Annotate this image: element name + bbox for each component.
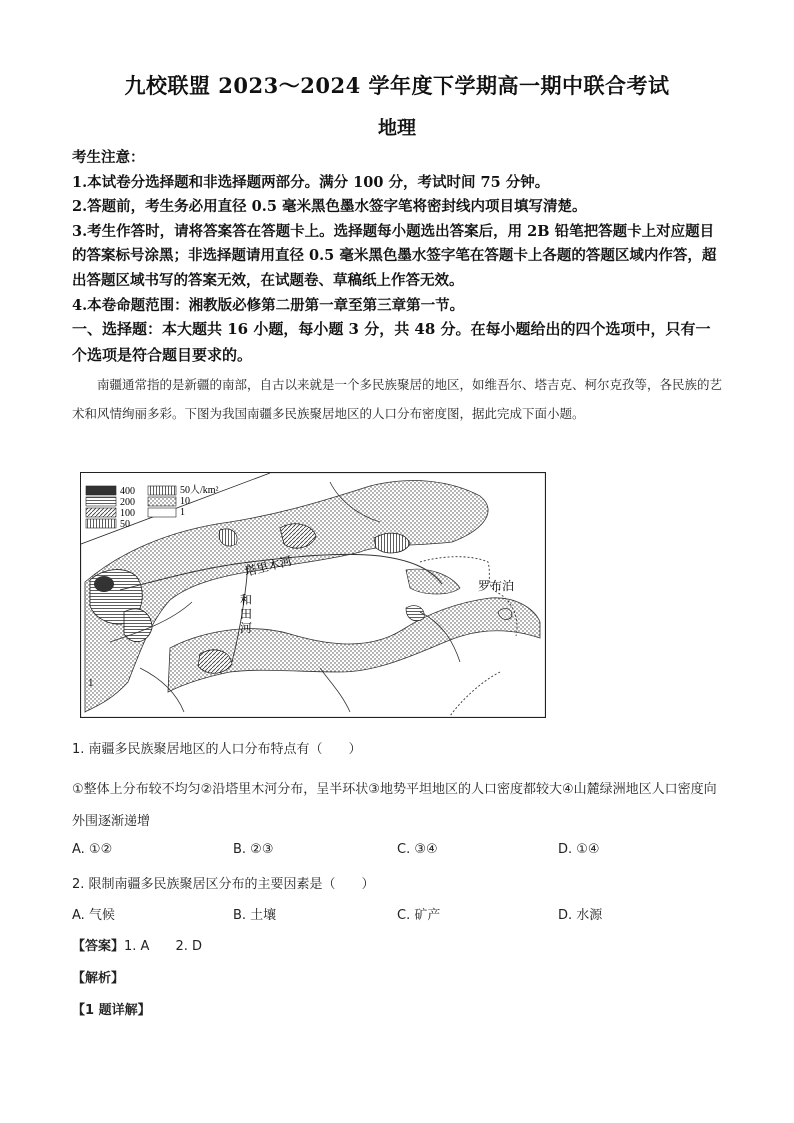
q2-option-b[interactable]: B. 土壤 — [233, 908, 277, 923]
question-1-stem: 1. 南疆多民族聚居地区的人口分布特点有（ ） — [72, 742, 362, 757]
legend-swatch-10 — [148, 497, 176, 506]
answer-line — [72, 935, 202, 954]
passage-intro — [72, 370, 722, 428]
q1-option-a[interactable]: A. ①② — [72, 842, 113, 857]
question-1-options — [72, 842, 722, 862]
legend-swatch-50b — [148, 486, 176, 495]
notes-item-3: 3.考生作答时，请将答案答在答题卡上。选择题每小题选出答案后，用 2B 铅笔把答题卡上对应题目的答案标号涂黑；非选择题请用直径 0.5 毫米黑色墨水签字笔在答题卡上各题的答题区域内作答，超出答题区域书写的答案无效，在试题卷、草稿纸上作答无效。 — [72, 222, 717, 289]
exam-title: 九校联盟 2023～2024 学年度下学期高一期中联合考试 — [124, 73, 670, 98]
legend-swatch-400 — [86, 486, 116, 495]
q1-option-c[interactable]: C. ③④ — [397, 842, 438, 857]
label-lop-nur: 罗布泊 — [478, 579, 515, 593]
legend-swatch-50 — [86, 519, 116, 528]
q2-option-d[interactable]: D. 水源 — [558, 908, 603, 923]
analysis-label: 【解析】 — [72, 971, 125, 986]
label-marker-1: 1 — [88, 677, 94, 689]
subject-title: 地理 — [377, 117, 416, 139]
answer-label: 【答案】 — [72, 939, 125, 954]
label-tarim-river: 塔里木河 — [243, 553, 294, 579]
legend-label-1: 1 — [180, 507, 185, 518]
notes-item-4: 4.本卷命题范围：湘教版必修第二册第一章至第三章第一节。 — [72, 296, 465, 314]
legend-label-400: 400 — [120, 486, 135, 497]
legend-label-200: 200 — [120, 497, 135, 508]
legend-swatch-100 — [86, 508, 116, 517]
label-hotan-char-1: 和 — [240, 593, 253, 607]
legend-label-100: 100 — [120, 508, 135, 519]
legend-label-50: 50 — [120, 519, 130, 530]
legend-swatch-200 — [86, 497, 116, 506]
population-density-map — [80, 472, 546, 718]
label-hotan-char-2: 田 — [240, 607, 253, 621]
legend-label-10: 10 — [180, 496, 190, 507]
notes-heading: 考生注意： — [72, 149, 145, 166]
q2-option-c[interactable]: C. 矿产 — [397, 908, 441, 923]
q2-option-a[interactable]: A. 气候 — [72, 908, 115, 923]
label-hotan-river — [240, 593, 252, 635]
notes-item-2: 2.答题前，考生务必用直径 0.5 毫米黑色墨水签字笔将密封线内项目填写清楚。 — [72, 198, 587, 216]
legend-label-50-unit: 50人/km² — [180, 485, 219, 496]
notes-item-1: 1.本试卷分选择题和非选择题两部分。满分 100 分，考试时间 75 分钟。 — [72, 173, 550, 191]
question-2-options — [72, 904, 722, 924]
section-heading: 一、选择题：本大题共 16 小题，每小题 3 分，共 48 分。在每小题给出的四个选项中，只有一个选项是符合题目要求的。 — [72, 320, 711, 364]
legend-swatch-1 — [148, 508, 176, 517]
question-2-stem: 2. 限制南疆多民族聚居区分布的主要因素是（ ） — [72, 877, 375, 892]
label-hotan-char-3: 河 — [240, 621, 253, 635]
kashgar-core — [94, 576, 114, 592]
answer-text: 1. A 2. D — [124, 939, 202, 954]
intro-text: 南疆通常指的是新疆的南部，自古以来就是一个多民族聚居的地区，如维吾尔、塔吉克、柯尔克孜等，各民族的艺术和风情绚丽多彩。下图为我国南疆多民族聚居地区的人口分布密度图，据此完成下面小题。 — [72, 377, 723, 421]
question-1-statements: ①整体上分布较不均匀②沿塔里木河分布，呈半环状③地势平坦地区的人口密度都较大④山麓绿洲地区人口密度向外围逐渐递增 — [72, 782, 717, 829]
q1-option-b[interactable]: B. ②③ — [233, 842, 274, 857]
detail-label: 【1 题详解】 — [72, 1003, 151, 1018]
exam-notes — [72, 146, 722, 318]
q1-option-d[interactable]: D. ①④ — [558, 842, 600, 857]
